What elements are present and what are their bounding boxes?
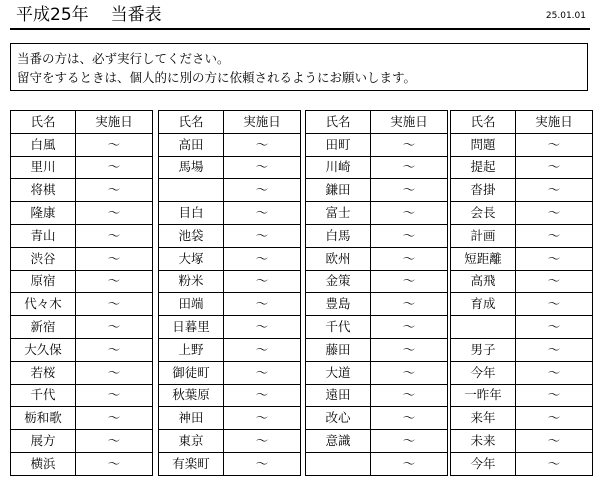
date-cell: ～ (371, 361, 448, 384)
date-cell: ～ (224, 293, 301, 316)
table-row (306, 384, 448, 407)
date-cell: ～ (516, 156, 593, 179)
table-row (159, 156, 301, 179)
notice-line-1: 当番の方は、必ず実行してください。 (17, 51, 230, 66)
table-row (159, 247, 301, 270)
date-cell: ～ (224, 338, 301, 361)
date-cell: ～ (516, 179, 593, 202)
table-row (11, 247, 153, 270)
name-cell: 渋谷 (11, 247, 76, 270)
table-row (451, 316, 593, 339)
date-cell: ～ (516, 247, 593, 270)
date-cell: ～ (516, 361, 593, 384)
date-cell: ～ (371, 293, 448, 316)
table-row (11, 452, 153, 475)
date-cell: ～ (516, 338, 593, 361)
date-column-header: 実施日 (224, 111, 301, 134)
table-row (306, 316, 448, 339)
date-cell: ～ (76, 407, 153, 430)
name-cell: 育成 (451, 293, 516, 316)
date-cell: ～ (516, 384, 593, 407)
name-cell: 大塚 (159, 247, 224, 270)
name-cell: 沓掛 (451, 179, 516, 202)
name-cell: 秋葉原 (159, 384, 224, 407)
name-cell: 大久保 (11, 338, 76, 361)
table-header-row (306, 111, 448, 134)
date-cell: ～ (371, 156, 448, 179)
name-column-header: 氏名 (159, 111, 224, 134)
name-cell: 高田 (159, 133, 224, 156)
name-cell: 鎌田 (306, 179, 371, 202)
table-row (306, 430, 448, 453)
date-cell: ～ (224, 133, 301, 156)
table-row (11, 316, 153, 339)
table-row (159, 407, 301, 430)
table-row (159, 224, 301, 247)
name-cell: 遠田 (306, 384, 371, 407)
name-cell: 短距離 (451, 247, 516, 270)
name-cell: 青山 (11, 224, 76, 247)
name-cell: 金策 (306, 270, 371, 293)
table-row (159, 270, 301, 293)
table-row (306, 247, 448, 270)
table-row (451, 202, 593, 225)
date-cell: ～ (224, 247, 301, 270)
name-cell: 大道 (306, 361, 371, 384)
date-cell: ～ (224, 156, 301, 179)
table-row (306, 293, 448, 316)
date-cell: ～ (224, 224, 301, 247)
name-column-header: 氏名 (11, 111, 76, 134)
name-cell: 横浜 (11, 452, 76, 475)
name-cell: 田端 (159, 293, 224, 316)
date-cell: ～ (76, 224, 153, 247)
table-row (11, 407, 153, 430)
date-cell: ～ (371, 316, 448, 339)
date-cell: ～ (516, 133, 593, 156)
table-row (159, 452, 301, 475)
name-cell: 目白 (159, 202, 224, 225)
roster-table-1 (10, 110, 153, 476)
page-title (16, 5, 162, 25)
name-cell: 提起 (451, 156, 516, 179)
table-row (306, 224, 448, 247)
name-cell: 豊島 (306, 293, 371, 316)
name-cell: 千代 (306, 316, 371, 339)
roster-table-4 (450, 110, 593, 476)
table-row (159, 384, 301, 407)
date-cell: ～ (224, 202, 301, 225)
date-cell: ～ (224, 361, 301, 384)
name-cell: 粉米 (159, 270, 224, 293)
table-row (451, 407, 593, 430)
table-row (306, 179, 448, 202)
name-cell: 問題 (451, 133, 516, 156)
date-cell: ～ (371, 224, 448, 247)
table-row (451, 430, 593, 453)
table-row (159, 179, 301, 202)
table-row (11, 270, 153, 293)
date-cell: ～ (371, 407, 448, 430)
date-cell: ～ (371, 247, 448, 270)
table-row (11, 361, 153, 384)
title-bar (10, 2, 590, 30)
table-row (451, 156, 593, 179)
name-cell: 今年 (451, 361, 516, 384)
table-row (11, 133, 153, 156)
date-cell: ～ (224, 430, 301, 453)
table-row (306, 338, 448, 361)
date-column-header: 実施日 (76, 111, 153, 134)
date-cell: ～ (224, 270, 301, 293)
name-cell: 川崎 (306, 156, 371, 179)
roster-table-2 (158, 110, 301, 476)
name-column-header: 氏名 (451, 111, 516, 134)
date-cell: ～ (516, 407, 593, 430)
table-header-row (11, 111, 153, 134)
table-row (159, 293, 301, 316)
name-cell: 高飛 (451, 270, 516, 293)
table-row (159, 361, 301, 384)
name-cell: 将棋 (11, 179, 76, 202)
date-cell: ～ (516, 224, 593, 247)
name-cell: 原宿 (11, 270, 76, 293)
name-cell: 神田 (159, 407, 224, 430)
name-cell: 池袋 (159, 224, 224, 247)
name-cell: 藤田 (306, 338, 371, 361)
name-cell: 白馬 (306, 224, 371, 247)
name-cell: 会長 (451, 202, 516, 225)
date-cell: ～ (371, 430, 448, 453)
table-row (451, 133, 593, 156)
date-cell: ～ (76, 133, 153, 156)
table-header-row (159, 111, 301, 134)
name-cell: 欧州 (306, 247, 371, 270)
name-cell: 千代 (11, 384, 76, 407)
date-cell: ～ (224, 316, 301, 339)
name-cell: 未来 (451, 430, 516, 453)
table-row (159, 338, 301, 361)
name-cell: 馬場 (159, 156, 224, 179)
table-row (451, 384, 593, 407)
table-row (306, 270, 448, 293)
date-cell: ～ (516, 202, 593, 225)
date-cell: ～ (371, 202, 448, 225)
table-row (11, 293, 153, 316)
date-cell: ～ (76, 179, 153, 202)
table-row (11, 224, 153, 247)
name-cell: 日暮里 (159, 316, 224, 339)
name-cell: 富士 (306, 202, 371, 225)
date-cell: ～ (76, 316, 153, 339)
name-cell: 隆康 (11, 202, 76, 225)
table-row (451, 338, 593, 361)
name-cell: 新宿 (11, 316, 76, 339)
name-cell: 一昨年 (451, 384, 516, 407)
name-cell: 男子 (451, 338, 516, 361)
name-cell: 展方 (11, 430, 76, 453)
name-cell: 上野 (159, 338, 224, 361)
date-cell: ～ (516, 293, 593, 316)
date-column-header: 実施日 (371, 111, 448, 134)
name-cell: 東京 (159, 430, 224, 453)
table-row (451, 179, 593, 202)
name-cell: 有楽町 (159, 452, 224, 475)
name-column-header: 氏名 (306, 111, 371, 134)
date-cell: ～ (76, 452, 153, 475)
date-cell: ～ (371, 338, 448, 361)
name-cell: 今年 (451, 452, 516, 475)
table-row (11, 338, 153, 361)
name-cell: 代々木 (11, 293, 76, 316)
notice-box (10, 43, 588, 91)
table-row (306, 133, 448, 156)
table-header-row (451, 111, 593, 134)
name-cell: 里川 (11, 156, 76, 179)
table-row (306, 202, 448, 225)
date-cell: ～ (371, 270, 448, 293)
table-row (159, 430, 301, 453)
notice-line-2: 留守をするときは、個人的に別の方に依頼されるようにお願いします。 (17, 70, 417, 85)
name-cell: 白風 (11, 133, 76, 156)
date-cell: ～ (516, 452, 593, 475)
date-cell: ～ (224, 384, 301, 407)
table-row (159, 133, 301, 156)
name-cell: 若桜 (11, 361, 76, 384)
name-cell: 改心 (306, 407, 371, 430)
date-cell: ～ (76, 293, 153, 316)
table-row (306, 156, 448, 179)
name-cell: 来年 (451, 407, 516, 430)
name-cell (159, 179, 224, 202)
table-row (11, 202, 153, 225)
table-row (451, 247, 593, 270)
date-cell: ～ (516, 316, 593, 339)
name-cell: 計画 (451, 224, 516, 247)
date-cell: ～ (516, 270, 593, 293)
date-cell: ～ (76, 202, 153, 225)
table-row (306, 407, 448, 430)
date-cell: ～ (371, 179, 448, 202)
table-row (11, 384, 153, 407)
date-cell: ～ (76, 430, 153, 453)
table-row (306, 452, 448, 475)
name-cell: 意識 (306, 430, 371, 453)
name-cell: 栃和歌 (11, 407, 76, 430)
date-cell: ～ (76, 384, 153, 407)
table-row (11, 156, 153, 179)
table-row (451, 293, 593, 316)
date-cell: ～ (76, 156, 153, 179)
table-row (451, 224, 593, 247)
table-row (159, 316, 301, 339)
date-cell: ～ (76, 270, 153, 293)
table-row (11, 179, 153, 202)
table-row (159, 202, 301, 225)
title-text: 当番表 (110, 5, 162, 25)
date-cell: ～ (371, 452, 448, 475)
name-cell (451, 316, 516, 339)
date-cell: ～ (76, 338, 153, 361)
table-row (451, 270, 593, 293)
date-cell: ～ (224, 452, 301, 475)
date-cell: ～ (371, 133, 448, 156)
table-row (451, 361, 593, 384)
date-cell: ～ (76, 247, 153, 270)
date-cell: ～ (516, 430, 593, 453)
roster-table-3 (305, 110, 448, 476)
date-cell: ～ (76, 361, 153, 384)
issue-date: 25.01.01 (545, 11, 586, 21)
name-cell (306, 452, 371, 475)
date-column-header: 実施日 (516, 111, 593, 134)
date-cell: ～ (224, 179, 301, 202)
name-cell: 御徒町 (159, 361, 224, 384)
table-row (11, 430, 153, 453)
date-cell: ～ (224, 407, 301, 430)
date-cell: ～ (371, 384, 448, 407)
table-row (306, 361, 448, 384)
name-cell: 田町 (306, 133, 371, 156)
title-year: 平成25年 (16, 5, 89, 25)
table-row (451, 452, 593, 475)
